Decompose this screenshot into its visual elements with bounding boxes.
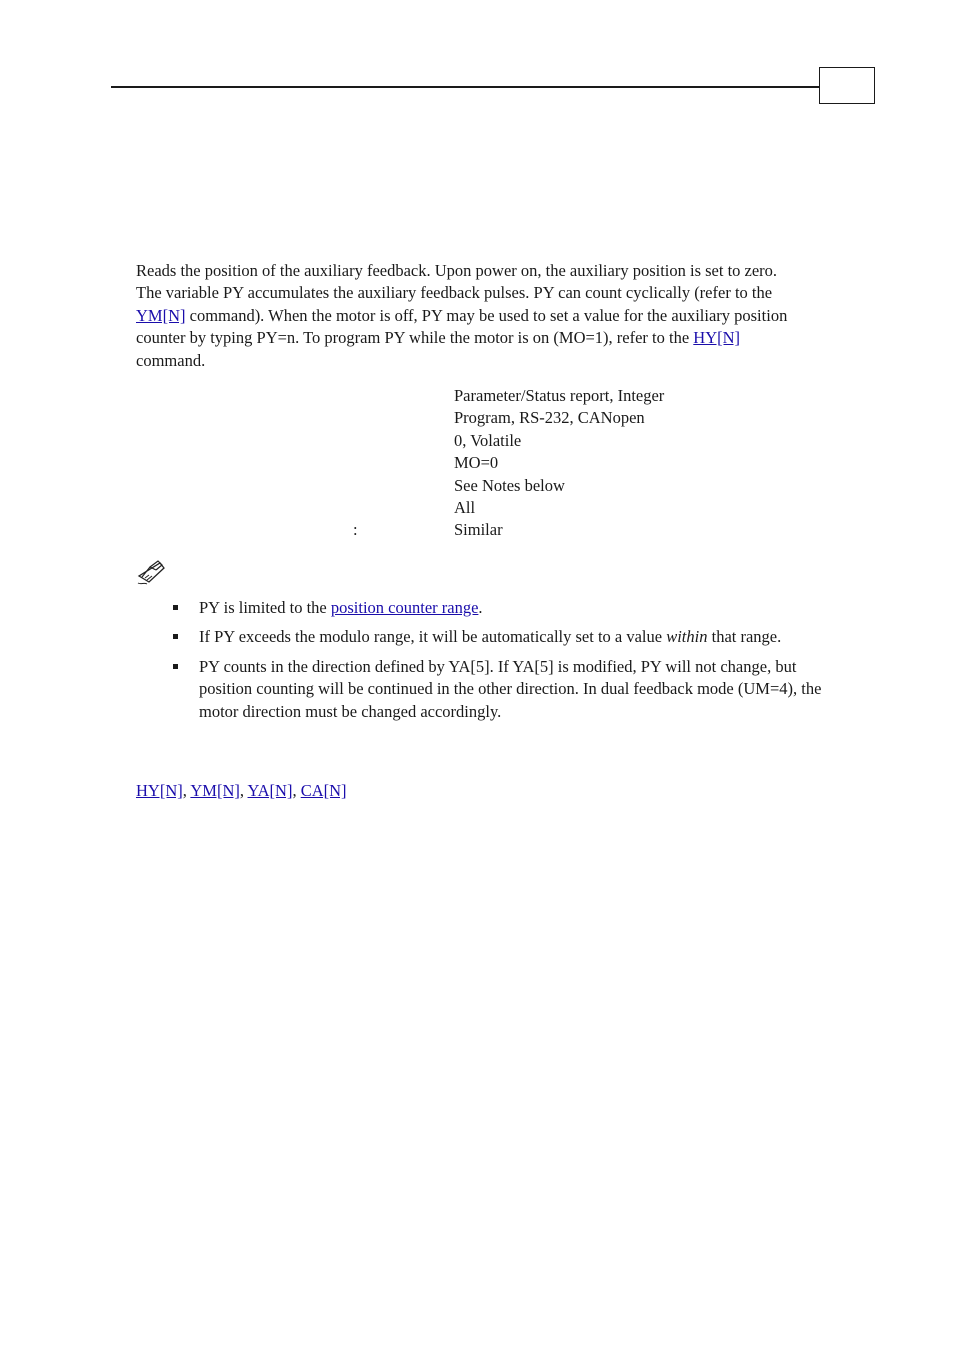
ym-link[interactable]: YM[N] — [136, 305, 186, 325]
attributes-values — [454, 385, 664, 542]
description-text-1: Reads the position of the auxiliary feedback. Upon power on, the auxiliary position is set to zero. The variable PY accumulates the auxiliary feedback pulses. PY can count cyclically (refer to the — [136, 261, 778, 303]
related-ca-link[interactable]: CA[N] — [300, 781, 347, 800]
attribute-colon: : — [353, 520, 358, 539]
description-paragraph — [136, 260, 804, 372]
note-item-1: PY is limited to the position counter range. — [170, 597, 830, 619]
attribute-type: Parameter/Status report, Integer — [454, 386, 665, 405]
attribute-restrictions: MO=0 — [454, 453, 499, 473]
related-commands: HY[N], YM[N], YA[N], CA[N] — [136, 781, 347, 800]
attribute-range: See Notes below — [454, 475, 565, 495]
attribute-source: Program, RS-232, CANopen — [454, 408, 645, 428]
attribute-default: 0, Volatile — [454, 430, 522, 450]
page-number-box — [819, 67, 875, 104]
note-item-3: PY counts in the direction defined by YA[5]. If YA[5] is modified, PY will not change, but position counting will be continued in the other direction. In dual feedback mode (UM=4), the motor direction must be changed accordingly. — [170, 656, 830, 723]
attribute-similar: Similar — [454, 520, 503, 540]
description-text-2: command). When the motor is off, PY may be used to set a value for the auxiliary position counter by typing PY=n. To program PY while the motor is on (MO=1), refer to the — [136, 305, 788, 348]
related-ym-link[interactable]: YM[N] — [190, 781, 240, 800]
description-text-3: command. — [136, 350, 206, 370]
attribute-products: All — [454, 498, 476, 518]
bullet-icon — [173, 634, 178, 639]
related-hy-link[interactable]: HY[N] — [136, 781, 183, 800]
position-counter-range-link[interactable]: position counter range — [330, 598, 479, 617]
bullet-icon — [173, 605, 178, 610]
note-pen-icon — [136, 556, 168, 588]
bullet-icon — [173, 664, 178, 669]
note-item-2: If PY exceeds the modulo range, it will be automatically set to a value within that range. — [170, 626, 830, 648]
hy-link[interactable]: HY[N] — [693, 328, 741, 348]
related-ya-link[interactable]: YA[N] — [247, 781, 293, 800]
header-rule — [111, 86, 820, 88]
notes-list — [170, 597, 830, 730]
